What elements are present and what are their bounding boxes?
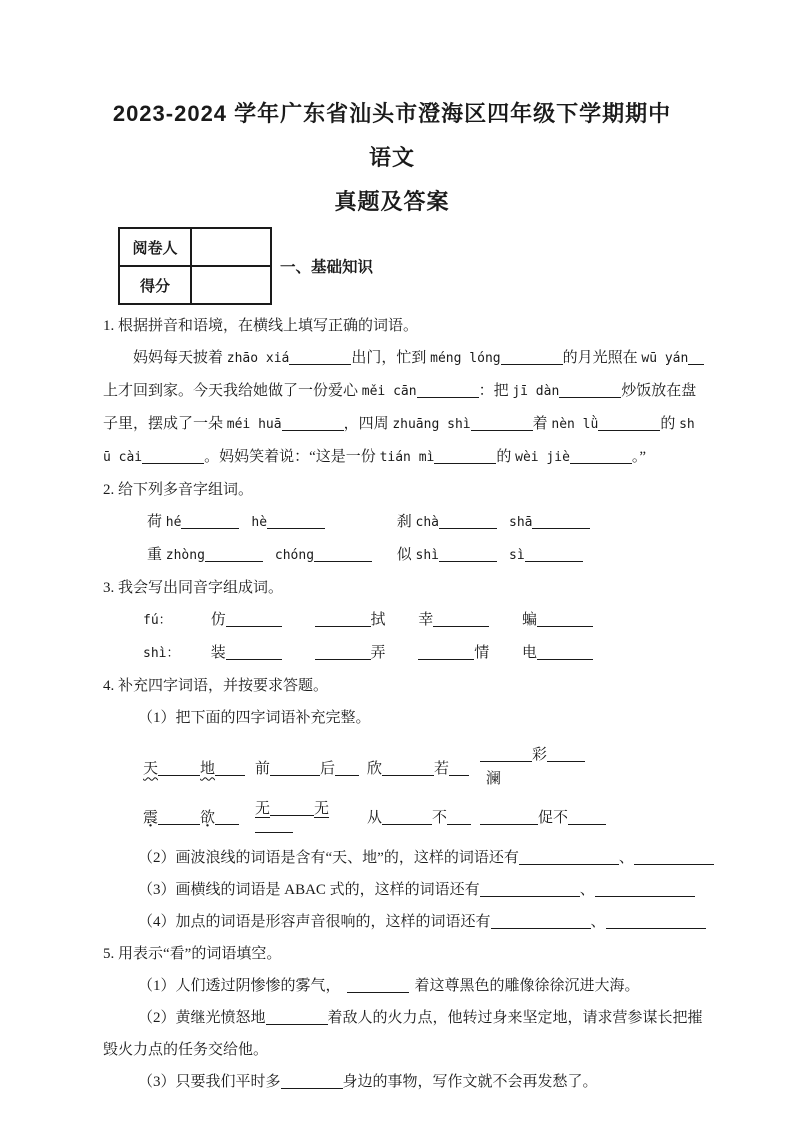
pinyin: jī dàn — [512, 384, 560, 399]
q5-sub1 — [103, 970, 681, 1002]
blank-line — [688, 360, 704, 365]
polyphone-char: 似 — [396, 547, 416, 563]
text-run: 着敌人的火力点，他转过身来坚定地，请求营参谋长把摧 — [327, 1010, 703, 1026]
text-run: 身边的事物，写作文就不会再发愁了。 — [342, 1074, 598, 1090]
text-run: 着这尊黑色的雕像徐徐沉进大海。 — [414, 978, 640, 994]
text-run: 炒饭放在盘 — [621, 383, 697, 399]
text-run: 拭 — [370, 612, 386, 628]
blank-line — [480, 820, 538, 825]
idiom-char: 不 — [432, 809, 448, 826]
reviewer-value-cell — [191, 228, 271, 266]
text-run: 出门，忙到 — [351, 350, 431, 366]
idiom-item-line2: 澜 — [486, 771, 502, 787]
polyphone-char: 刹 — [396, 514, 416, 530]
q1-para-line1 — [103, 342, 689, 375]
text-run: 。” — [631, 449, 647, 465]
enum-comma: 、 — [618, 850, 634, 866]
blank-line — [226, 622, 282, 627]
text-run: 装 — [210, 645, 226, 661]
enum-comma: 、 — [579, 882, 595, 898]
text-run: ，四周 — [343, 416, 393, 432]
text-run: 的 — [660, 416, 680, 432]
q2-group-si — [397, 547, 583, 563]
blank-line — [547, 757, 585, 762]
text-run: 子里，摆成了一朵 — [103, 416, 227, 432]
pinyin: zhuāng shì — [392, 417, 471, 432]
page-title — [103, 92, 681, 224]
blank-line — [570, 459, 632, 464]
blank-line — [439, 524, 497, 529]
text-run: 电 — [522, 645, 538, 661]
q3-item — [522, 604, 622, 636]
idiom-item — [255, 797, 367, 835]
text-run: （3）只要我们平时多 — [138, 1074, 281, 1090]
idiom-item — [367, 757, 480, 778]
idiom-char: 若 — [434, 760, 450, 777]
blank-line — [281, 1084, 343, 1089]
blank-line — [537, 655, 593, 660]
pinyin: zhāo xiá — [226, 351, 290, 366]
idiom-item — [143, 806, 255, 827]
idiom-item — [255, 757, 367, 778]
q2-group-he — [147, 506, 393, 539]
blank-line — [525, 557, 583, 562]
q4-idiom-row1 — [103, 738, 681, 796]
q3-row2 — [103, 637, 681, 670]
idiom-char-wavy: 地 — [200, 760, 216, 777]
blank-line — [439, 557, 497, 562]
q1-para-line3 — [103, 408, 695, 441]
idiom-item — [367, 806, 480, 827]
homophone-label: fú： — [143, 613, 172, 628]
text-run: 的月光照在 — [562, 350, 642, 366]
blank-line — [314, 557, 372, 562]
idiom-item-line1 — [480, 743, 640, 767]
q3-item — [211, 604, 311, 636]
pinyin: méi huā — [226, 417, 282, 432]
q3-item — [418, 604, 518, 636]
pinyin: méng lóng — [430, 351, 501, 366]
blank-line — [158, 771, 200, 776]
q3-item — [418, 637, 518, 669]
text-run: 的 — [496, 449, 516, 465]
blank-line — [532, 524, 590, 529]
pinyin: nèn lǜ — [551, 417, 599, 432]
blank-line — [606, 924, 706, 929]
q2-group-cha — [397, 514, 591, 530]
blank-line — [315, 655, 371, 660]
q4-stem: 4. 补充四字词语，并按要求答题。 — [103, 678, 329, 694]
blank-line — [315, 622, 371, 627]
q4-sub4 — [103, 906, 681, 938]
enum-comma: 、 — [590, 914, 606, 930]
idiom-char-underlined: 无 — [314, 801, 330, 817]
pinyin: tián mì — [379, 450, 435, 465]
blank-line — [501, 360, 563, 365]
homophone-label: shì： — [143, 646, 180, 661]
polyphone-char: 荷 — [147, 514, 166, 530]
q4-sub1: （1）把下面的四字词语补充完整。 — [138, 710, 371, 726]
q1-para-line2 — [103, 375, 697, 408]
reviewer-label: 阅卷人 — [119, 228, 191, 266]
q1-stem: 1. 根据拼音和语境，在横线上填写正确的词语。 — [103, 318, 419, 334]
text-run: （2）画波浪线的词语是含有“天、地”的，这样的词语还有 — [138, 850, 519, 866]
q3-item — [315, 637, 415, 669]
blank-line — [433, 622, 489, 627]
text-run: 蝙 — [522, 612, 538, 628]
q2-group-zhong — [147, 539, 393, 572]
blank-line — [382, 820, 432, 825]
text-run: 。妈妈笑着说：“这是一份 — [204, 449, 380, 465]
idiom-item — [143, 757, 255, 778]
blank-line — [480, 892, 580, 897]
idiom-char-dotted: 震 — [143, 809, 159, 826]
text-run: （4）加点的词语是形容声音很响的，这样的词语还有 — [138, 914, 491, 930]
blank-line — [417, 393, 479, 398]
blank-line — [270, 771, 320, 776]
blank-line — [266, 1020, 328, 1025]
text-run: 着 — [532, 416, 552, 432]
idiom-item-wrapped — [480, 743, 640, 791]
score-value-cell — [191, 266, 271, 304]
blank-line — [270, 811, 314, 816]
title-line-2: 真题及答案 — [334, 189, 450, 214]
idiom-char-underlined: 无 — [255, 801, 271, 817]
blank-line — [335, 771, 359, 776]
q5-stem: 5. 用表示“看”的词语填空。 — [103, 946, 282, 962]
title-line-1: 2023-2024 学年广东省汕头市澄海区四年级下学期期中语文 — [112, 101, 672, 170]
polyphone-char: 重 — [147, 547, 166, 563]
idiom-char: 彩 — [532, 747, 548, 763]
q2-row1 — [103, 506, 681, 539]
text-run: （2）黄继光愤怒地 — [138, 1010, 266, 1026]
blank-line — [215, 820, 239, 825]
text-run: （1）人们透过阴惨惨的雾气， — [138, 978, 341, 994]
q2-stem: 2. 给下列多音字组词。 — [103, 482, 254, 498]
pinyin: shā — [509, 515, 533, 530]
blank-line — [634, 860, 714, 865]
pinyin: sì — [509, 548, 525, 563]
blank-line — [226, 655, 282, 660]
q5-sub2-line1 — [103, 1002, 703, 1034]
q5-sub2-line2: 毁火力点的任务交给他。 — [103, 1042, 269, 1058]
q3-item — [315, 604, 415, 636]
section-heading: 一、基础知识 — [280, 259, 374, 276]
score-table — [118, 227, 272, 305]
idiom-char: 后 — [320, 760, 336, 777]
blank-line — [282, 426, 344, 431]
blank-line — [480, 757, 532, 762]
blank-line — [491, 924, 591, 929]
score-header-row — [103, 226, 681, 306]
text-run: 幸 — [418, 612, 434, 628]
text-run: （3）画横线的词语是 ABAC 式的，这样的词语还有 — [138, 882, 480, 898]
blank-line — [181, 524, 239, 529]
idiom-char: 前 — [255, 760, 271, 777]
q5-sub3 — [103, 1066, 681, 1098]
blank-line — [347, 988, 409, 993]
idiom-char-dotted: 欲 — [200, 809, 216, 826]
q1-para-line4 — [103, 441, 681, 474]
pinyin: chóng — [274, 548, 315, 563]
reviewer-row — [119, 228, 271, 266]
blank-line — [595, 892, 695, 897]
pinyin: hè — [251, 515, 268, 530]
idiom-item — [480, 806, 640, 827]
text-run: 弄 — [370, 645, 386, 661]
text-run: 妈妈每天披着 — [133, 350, 227, 366]
blank-line — [598, 426, 660, 431]
pinyin: ū cài — [103, 450, 143, 465]
q3-item — [211, 637, 311, 669]
blank-line — [519, 860, 619, 865]
blank-line — [537, 622, 593, 627]
q2-row2 — [103, 539, 681, 572]
pinyin: zhòng — [165, 548, 205, 563]
pinyin: sh — [679, 417, 695, 432]
pinyin: wū yán — [641, 351, 689, 366]
blank-line — [418, 655, 474, 660]
pinyin: shì — [415, 548, 439, 563]
pinyin: chà — [415, 515, 439, 530]
blank-line — [471, 426, 533, 431]
blank-line — [142, 459, 204, 464]
q4-idiom-row2 — [103, 796, 681, 836]
pinyin: wèi jiè — [515, 450, 570, 465]
idiom-char: 从 — [367, 809, 383, 826]
blank-line — [267, 524, 325, 529]
pinyin: hé — [165, 515, 182, 530]
q3-row1 — [103, 604, 681, 637]
score-row — [119, 266, 271, 304]
blank-line — [382, 771, 434, 776]
score-label: 得分 — [119, 266, 191, 304]
blank-line — [559, 393, 621, 398]
idiom-char: 欣 — [367, 760, 383, 777]
blank-line — [568, 820, 606, 825]
blank-line — [447, 820, 471, 825]
idiom-char-wavy: 天 — [143, 760, 159, 777]
blank-line — [434, 459, 496, 464]
q3-stem: 3. 我会写出同音字组成词。 — [103, 580, 284, 596]
text-run: 上才回到家。今天我给她做了一份爱心 — [103, 383, 362, 399]
blank-line — [255, 828, 293, 833]
blank-line — [449, 771, 469, 776]
blank-line — [289, 360, 351, 365]
blank-line — [158, 820, 200, 825]
text-run: ：把 — [478, 383, 513, 399]
blank-line — [205, 557, 263, 562]
text-run: 情 — [474, 645, 490, 661]
q4-sub3 — [103, 874, 681, 906]
blank-line — [215, 771, 245, 776]
text-run: 仿 — [210, 612, 226, 628]
pinyin: měi cān — [361, 384, 417, 399]
idiom-char: 促不 — [538, 809, 569, 826]
q4-sub2 — [103, 842, 681, 874]
q3-item — [522, 637, 622, 669]
